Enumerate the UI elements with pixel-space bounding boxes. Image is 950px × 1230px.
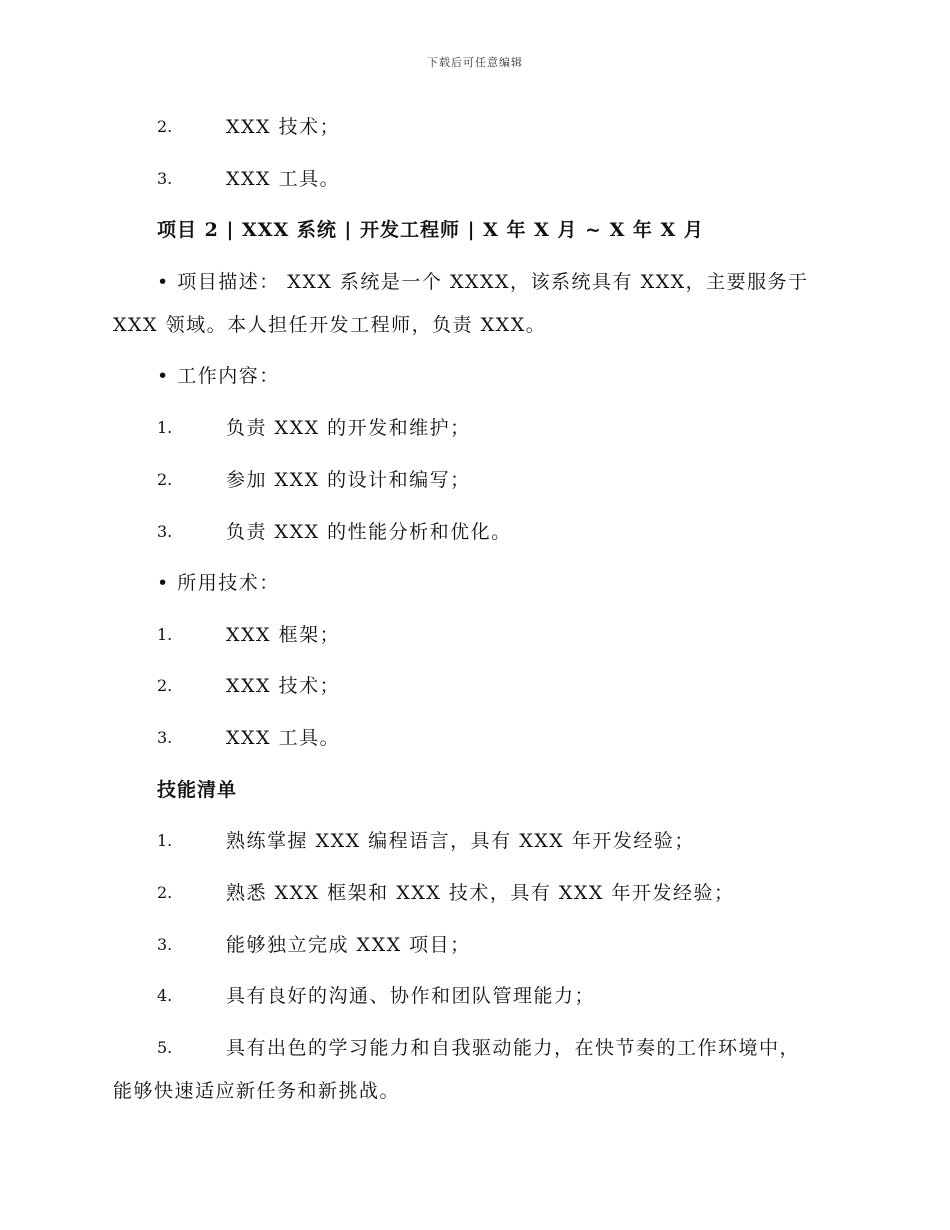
list-number: 2. [157,470,173,489]
list-text: 具有出色的学习能力和自我驱动能力，在快节奏的工作环境中， [226,1037,801,1059]
list-text: 熟练掌握 XXX 编程语言，具有 XXX 年开发经验； [226,830,695,852]
list-text: 负责 XXX 的开发和维护； [226,417,471,439]
list-number: 4. [157,986,173,1005]
list-text: 能够独立完成 XXX 项目； [226,934,471,956]
project-description-line2: XXX 领域。本人担任开发工程师，负责 XXX。 [113,314,547,336]
list-text: 负责 XXX 的性能分析和优化。 [226,521,512,543]
list-number: 2. [157,117,173,136]
list-number: 3. [157,522,173,541]
list-text: XXX 工具。 [226,168,341,190]
work-label-text: • 工作内容： [157,365,280,387]
list-text-continuation: 能够快速适应新任务和新挑战。 [113,1080,401,1102]
page-header: 下载后可任意编辑 [427,56,523,69]
list-text: 具有良好的沟通、协作和团队管理能力； [226,985,596,1007]
list-number: 3. [157,935,173,954]
list-number: 3. [157,169,173,188]
list-number: 3. [157,728,173,747]
skills-heading-text: 技能清单 [157,779,238,801]
list-text: XXX 技术； [226,116,341,138]
list-text: 熟悉 XXX 框架和 XXX 技术，具有 XXX 年开发经验； [226,882,735,904]
list-text: XXX 框架； [226,624,341,646]
list-number: 1. [157,831,173,850]
tech-label-text: • 所用技术： [157,572,280,594]
list-text: 参加 XXX 的设计和编写； [226,469,471,491]
list-number: 2. [157,883,173,902]
list-number: 1. [157,625,173,644]
project-heading-text: 项目 2 | XXX 系统 | 开发工程师 | X 年 X 月 ~ X 年 X 月 [157,219,704,241]
list-number: 5. [157,1038,173,1057]
project-description-line1: • 项目描述： XXX 系统是一个 XXXX，该系统具有 XXX，主要服务于 [157,271,809,293]
list-number: 1. [157,418,173,437]
list-text: XXX 技术； [226,675,341,697]
list-text: XXX 工具。 [226,727,341,749]
list-number: 2. [157,676,173,695]
